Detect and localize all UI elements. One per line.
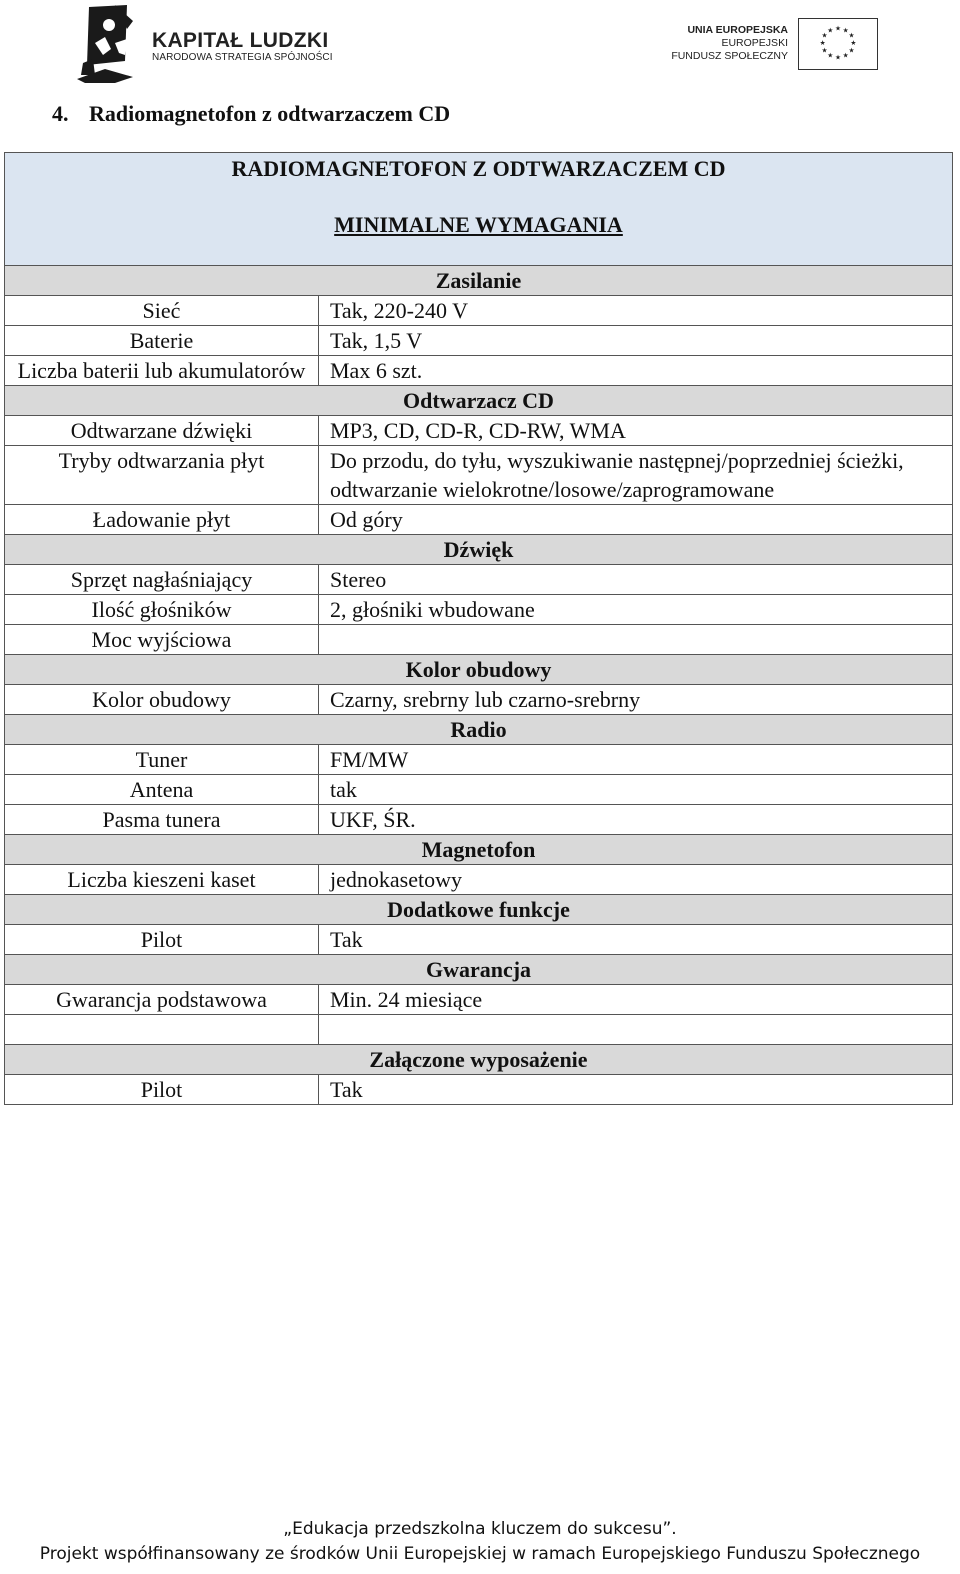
kapital-ludzki-title: KAPITAŁ LUDZKI <box>152 29 329 52</box>
value-cell: FM/MW <box>319 745 953 775</box>
svg-text:★: ★ <box>821 31 828 40</box>
value-cell: UKF, ŚR. <box>319 805 953 835</box>
ue-text <box>671 24 788 63</box>
param-cell: Sprzęt nagłaśniający <box>5 565 319 595</box>
heading-number: 4. <box>52 101 69 126</box>
table-row <box>5 595 953 625</box>
param-cell: Baterie <box>5 326 319 356</box>
value-cell <box>319 625 953 655</box>
section-row <box>5 895 953 925</box>
table-row <box>5 925 953 955</box>
section-cell <box>5 955 953 985</box>
section-heading <box>52 100 450 128</box>
section-row <box>5 266 953 296</box>
section-row <box>5 715 953 745</box>
param-cell: Moc wyjściowa <box>5 625 319 655</box>
section-row <box>5 655 953 685</box>
value-cell: jednokasetowy <box>319 865 953 895</box>
value-cell: tak <box>319 775 953 805</box>
value-cell: Stereo <box>319 565 953 595</box>
svg-text:★: ★ <box>834 24 842 33</box>
section-label: Kolor obudowy <box>405 657 552 682</box>
table-row <box>5 565 953 595</box>
table-subtitle: MINIMALNE WYMAGANIA <box>334 212 623 237</box>
value-cell: Min. 24 miesiące <box>319 985 953 1015</box>
table-row <box>5 745 953 775</box>
svg-text:★: ★ <box>827 26 834 35</box>
section-label: Zasilanie <box>435 268 522 293</box>
section-label: Dodatkowe funkcje <box>387 897 570 922</box>
param-cell: Ilość głośników <box>5 595 319 625</box>
svg-text:★: ★ <box>848 46 855 55</box>
eu-flag-icon <box>798 18 878 70</box>
table-row <box>5 446 953 505</box>
requirements-table <box>4 152 953 1105</box>
svg-text:★: ★ <box>842 26 849 35</box>
section-label: Dźwięk <box>443 537 514 562</box>
param-cell: Tuner <box>5 745 319 775</box>
param-cell: Liczba kieszeni kaset <box>5 865 319 895</box>
table-row <box>5 416 953 446</box>
section-cell <box>5 715 953 745</box>
param-cell: Tryby odtwarzania płyt <box>5 446 319 505</box>
value-cell: Od góry <box>319 505 953 535</box>
svg-text:★: ★ <box>848 31 855 40</box>
section-row <box>5 835 953 865</box>
svg-text:★: ★ <box>834 53 842 62</box>
section-cell <box>5 655 953 685</box>
value-cell: Tak, 1,5 V <box>319 326 953 356</box>
footer-line-2: Projekt współfinansowany ze środków Unii Europejskiej w ramach Europejskiego Funduszu Społecznego <box>39 1544 921 1564</box>
value-cell: Tak <box>319 925 953 955</box>
section-row <box>5 955 953 985</box>
table-row <box>5 625 953 655</box>
value-cell: Do przodu, do tyłu, wyszukiwanie następnej/poprzedniej ścieżki, odtwarzanie wielokrotne/losowe/zaprogramowane <box>319 446 953 505</box>
table-row <box>5 326 953 356</box>
ue-line-2: EUROPEJSKI <box>721 37 788 49</box>
table-title-row <box>5 153 953 266</box>
svg-text:★: ★ <box>819 38 826 47</box>
section-label: Magnetofon <box>421 837 536 862</box>
param-cell: Sieć <box>5 296 319 326</box>
section-cell <box>5 1045 953 1075</box>
section-cell <box>5 535 953 565</box>
svg-text:★: ★ <box>827 51 834 60</box>
value-cell <box>319 1015 953 1045</box>
value-cell: MP3, CD, CD-R, CD-RW, WMA <box>319 416 953 446</box>
param-cell: Pilot <box>5 1075 319 1105</box>
section-row <box>5 535 953 565</box>
section-label: Załączone wyposażenie <box>369 1047 588 1072</box>
table-row <box>5 1075 953 1105</box>
table-row <box>5 775 953 805</box>
svg-text:★: ★ <box>821 46 828 55</box>
table-row <box>5 1015 953 1045</box>
value-cell: Czarny, srebrny lub czarno-srebrny <box>319 685 953 715</box>
section-row <box>5 1045 953 1075</box>
ue-line-3: FUNDUSZ SPOŁECZNY <box>671 50 788 62</box>
kapital-ludzki-text <box>152 30 333 64</box>
heading-text: Radiomagnetofon z odtwarzaczem CD <box>89 101 451 126</box>
param-cell <box>5 1015 319 1045</box>
param-cell: Liczba baterii lub akumulatorów <box>5 356 319 386</box>
table-row <box>5 685 953 715</box>
table-row <box>5 985 953 1015</box>
table-row <box>5 805 953 835</box>
section-label: Odtwarzacz CD <box>403 388 554 413</box>
param-cell: Pasma tunera <box>5 805 319 835</box>
section-row <box>5 386 953 416</box>
section-cell <box>5 386 953 416</box>
table-row <box>5 356 953 386</box>
value-cell: 2, głośniki wbudowane <box>319 595 953 625</box>
section-label: Radio <box>450 717 507 742</box>
value-cell: Tak <box>319 1075 953 1105</box>
ue-line-1: UNIA EUROPEJSKA <box>687 24 788 36</box>
kapital-ludzki-logo-icon <box>75 3 137 85</box>
param-cell: Odtwarzane dźwięki <box>5 416 319 446</box>
section-cell <box>5 835 953 865</box>
section-cell <box>5 895 953 925</box>
section-cell <box>5 266 953 296</box>
table-row <box>5 296 953 326</box>
param-cell: Gwarancja podstawowa <box>5 985 319 1015</box>
section-label: Gwarancja <box>425 957 532 982</box>
value-cell: Tak, 220-240 V <box>319 296 953 326</box>
kapital-ludzki-subtitle: NARODOWA STRATEGIA SPÓJNOŚCI <box>152 52 333 63</box>
table-row <box>5 505 953 535</box>
svg-text:★: ★ <box>842 51 849 60</box>
footer-line-1: „Edukacja przedszkolna kluczem do sukcesu”. <box>283 1519 677 1539</box>
value-cell: Max 6 szt. <box>319 356 953 386</box>
param-cell: Ładowanie płyt <box>5 505 319 535</box>
param-cell: Kolor obudowy <box>5 685 319 715</box>
table-title: RADIOMAGNETOFON Z ODTWARZACZEM CD <box>231 156 726 181</box>
page-header <box>0 0 960 95</box>
param-cell: Pilot <box>5 925 319 955</box>
svg-text:★: ★ <box>850 38 857 47</box>
param-cell: Antena <box>5 775 319 805</box>
table-row <box>5 865 953 895</box>
